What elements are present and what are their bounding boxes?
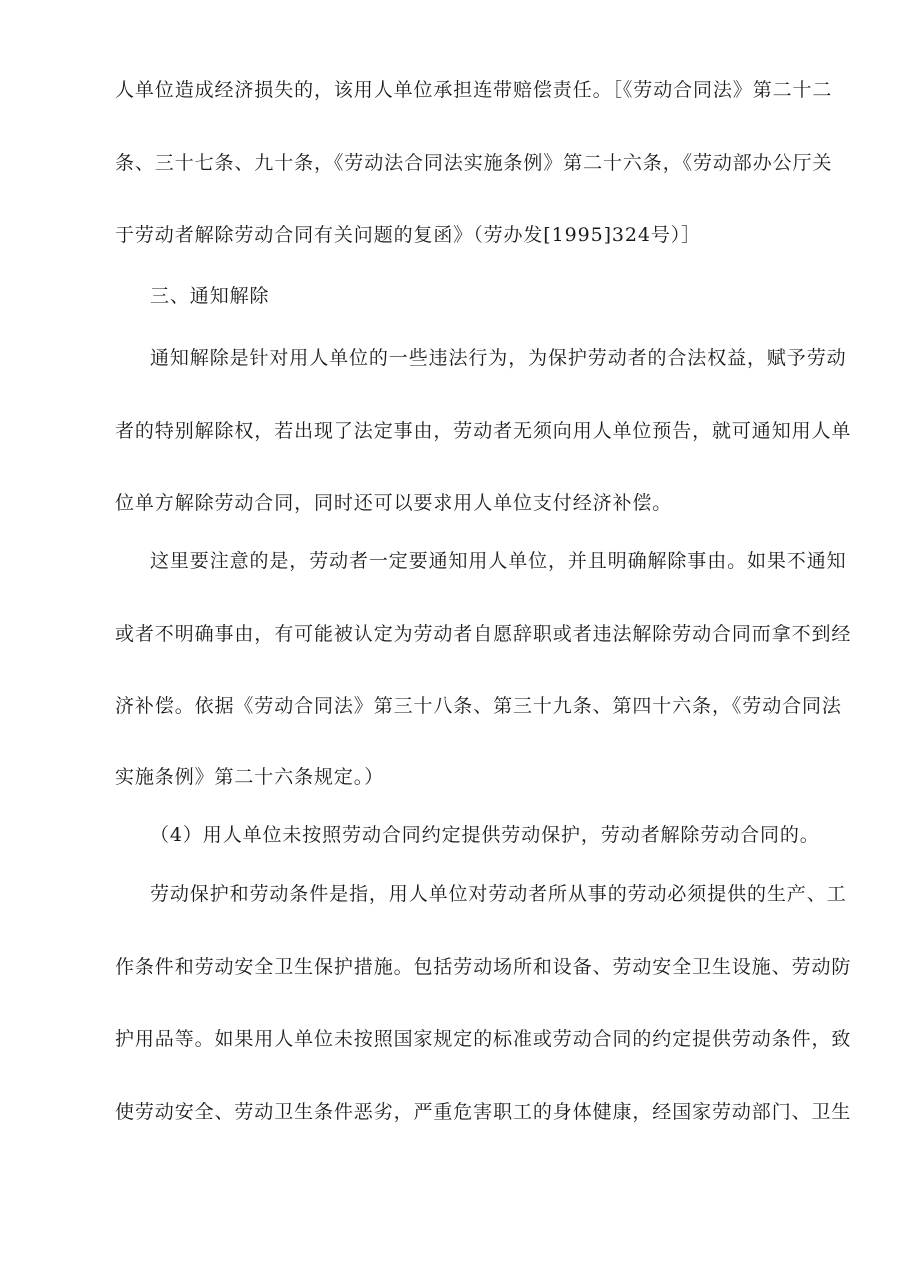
text-line-11: 实施条例》第二十六条规定。） xyxy=(115,766,385,788)
text-line-13: 劳动保护和劳动条件是指，用人单位对劳动者所从事的劳动必须提供的生产、工 xyxy=(150,883,847,905)
text-line-2: 条、三十七条、九十条，《劳动法合同法实施条例》第二十六条，《劳动部办公厅关 xyxy=(115,152,833,174)
text-line-7: 位单方解除劳动合同，同时还可以要求用人单位支付经济补偿。 xyxy=(115,492,673,514)
text-line-6: 者的特别解除权，若出现了法定事由，劳动者无须向用人单位预告，就可通知用人单 xyxy=(115,420,852,442)
section-heading: 三、通知解除 xyxy=(150,285,270,307)
list-item-4: （4）用人单位未按照劳动合同约定提供劳动保护，劳动者解除劳动合同的。 xyxy=(150,824,820,846)
text-line-1: 人单位造成经济损失的，该用人单位承担连带赔偿责任。［《劳动合同法》第二十二 xyxy=(115,79,833,101)
text-line-16: 使劳动安全、劳动卫生条件恶劣，严重危害职工的身体健康，经国家劳动部门、卫生 xyxy=(115,1101,852,1123)
text-line-9: 或者不明确事由，有可能被认定为劳动者自愿辞职或者违法解除劳动合同而拿不到经 xyxy=(115,623,852,645)
text-line-15: 护用品等。如果用人单位未按照国家规定的标准或劳动合同的约定提供劳动条件，致 xyxy=(115,1028,852,1050)
text-line-3: 于劳动者解除劳动合同有关问题的复函》（劳办发[1995]324号）］ xyxy=(115,224,702,246)
text-line-14: 作条件和劳动安全卫生保护措施。包括劳动场所和设备、劳动安全卫生设施、劳动防 xyxy=(115,956,852,978)
text-line-10: 济补偿。依据《劳动合同法》第三十八条、第三十九条、第四十六条，《劳动合同法 xyxy=(115,695,842,717)
text-line-5: 通知解除是针对用人单位的一些违法行为，为保护劳动者的合法权益，赋予劳动 xyxy=(150,347,847,369)
text-line-8: 这里要注意的是，劳动者一定要通知用人单位，并且明确解除事由。如果不通知 xyxy=(150,550,847,572)
